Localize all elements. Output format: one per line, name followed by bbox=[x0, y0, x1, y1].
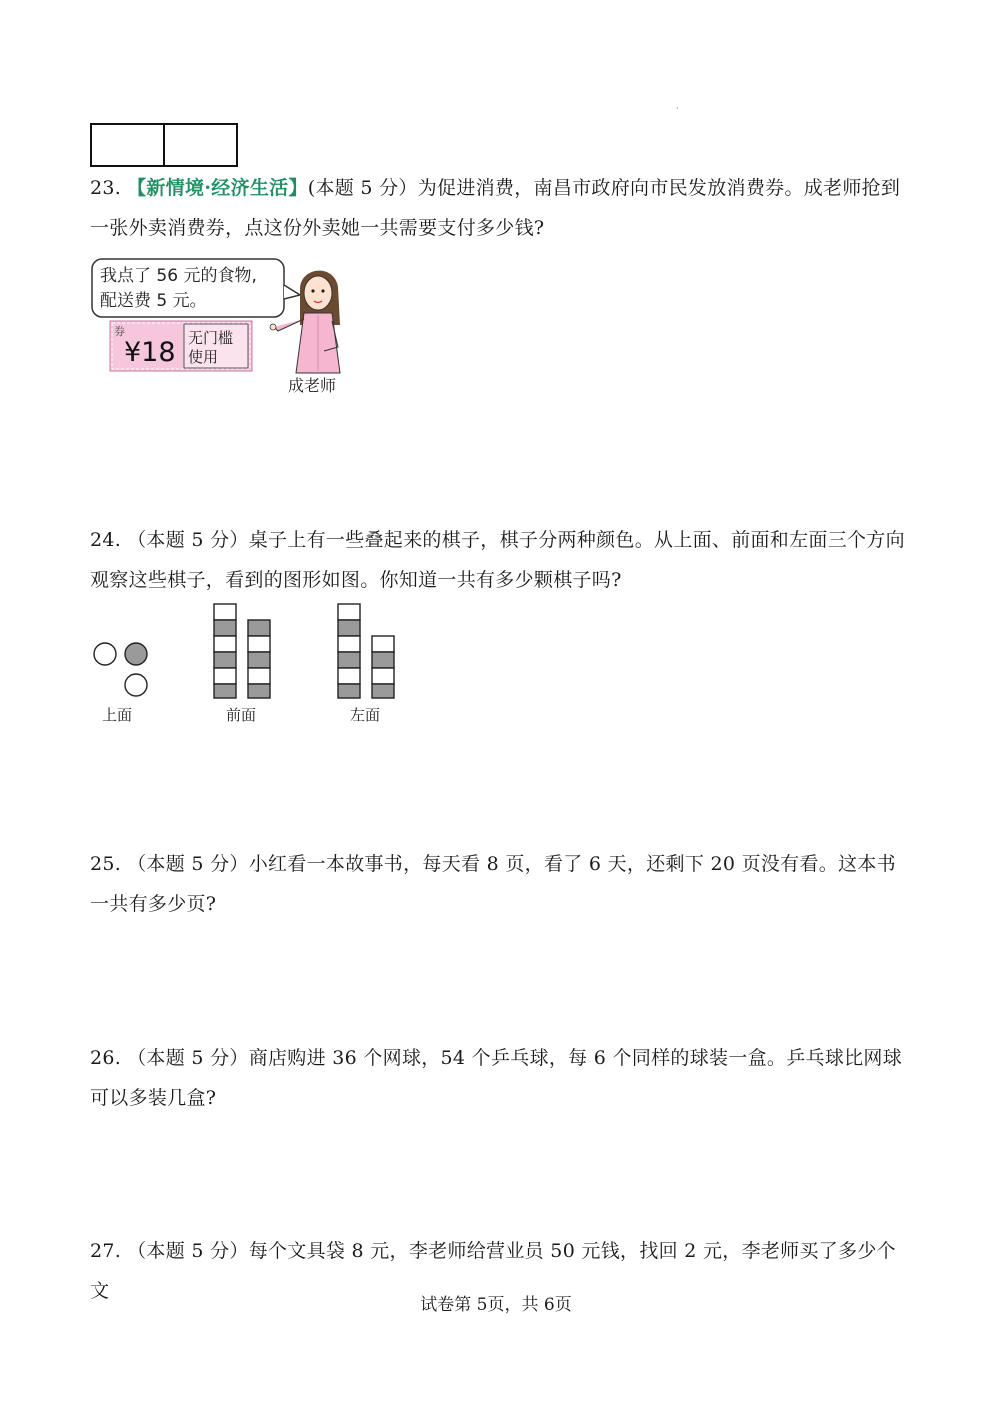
question-number: 24. bbox=[90, 529, 122, 551]
speech-line-2: 配送费 5 元。 bbox=[100, 291, 207, 311]
question-number: 23. bbox=[90, 177, 122, 199]
question-tag: 【新情境·经济生活】 bbox=[127, 177, 308, 199]
top-view bbox=[94, 643, 147, 696]
question-text: （本题 5 分）商店购进 36 个网球，54 个乒乓球，每 6 个同样的球装一盒。乒乓球比网球可以多装几盒? bbox=[90, 1047, 903, 1109]
question-23 bbox=[90, 168, 905, 248]
question-text: （本题 5 分）小红看一本故事书，每天看 8 页，看了 6 天，还剩下 20 页没有看。这本书一共有多少页? bbox=[90, 853, 896, 915]
question-text: (本题 5 分）为促进消费，南昌市政府向市民发放消费券。成老师抢到一张外卖消费券，点这份外卖她一共需要支付多少钱? bbox=[90, 177, 901, 239]
coupon-amount: ¥18 bbox=[124, 337, 176, 368]
front-view-label: 前面 bbox=[226, 706, 257, 724]
page-footer: 试卷第 5页，共 6页 bbox=[420, 1295, 572, 1315]
person-label: 成老师 bbox=[288, 376, 337, 395]
coupon-note-1: 无门槛 bbox=[188, 329, 234, 347]
coupon-note-2: 使用 bbox=[188, 348, 219, 366]
question-26 bbox=[90, 1038, 905, 1118]
top-view-label: 上面 bbox=[102, 706, 133, 724]
q23-illustration bbox=[88, 255, 368, 405]
question-24 bbox=[90, 520, 905, 600]
question-number: 27. bbox=[90, 1240, 122, 1262]
score-table bbox=[90, 123, 238, 167]
scan-mark: · bbox=[676, 104, 679, 113]
score-cell bbox=[92, 125, 163, 165]
score-cell bbox=[163, 125, 236, 165]
left-view bbox=[338, 604, 394, 698]
question-text: （本题 5 分）每个文具袋 8 元，李老师给营业员 50 元钱，找回 2 元，李老师买了多少个文 bbox=[90, 1240, 896, 1302]
speech-line-1: 我点了 56 元的食物, bbox=[100, 266, 257, 286]
coupon-corner-label: 券 bbox=[114, 325, 125, 338]
question-number: 25. bbox=[90, 853, 122, 875]
front-view bbox=[214, 604, 270, 698]
q24-views-figure bbox=[88, 600, 408, 730]
question-25 bbox=[90, 844, 905, 924]
question-text: （本题 5 分）桌子上有一些叠起来的棋子，棋子分两种颜色。从上面、前面和左面三个方向观察这些棋子，看到的图形如图。你知道一共有多少颗棋子吗? bbox=[90, 529, 905, 591]
question-number: 26. bbox=[90, 1047, 122, 1069]
left-view-label: 左面 bbox=[350, 706, 381, 724]
